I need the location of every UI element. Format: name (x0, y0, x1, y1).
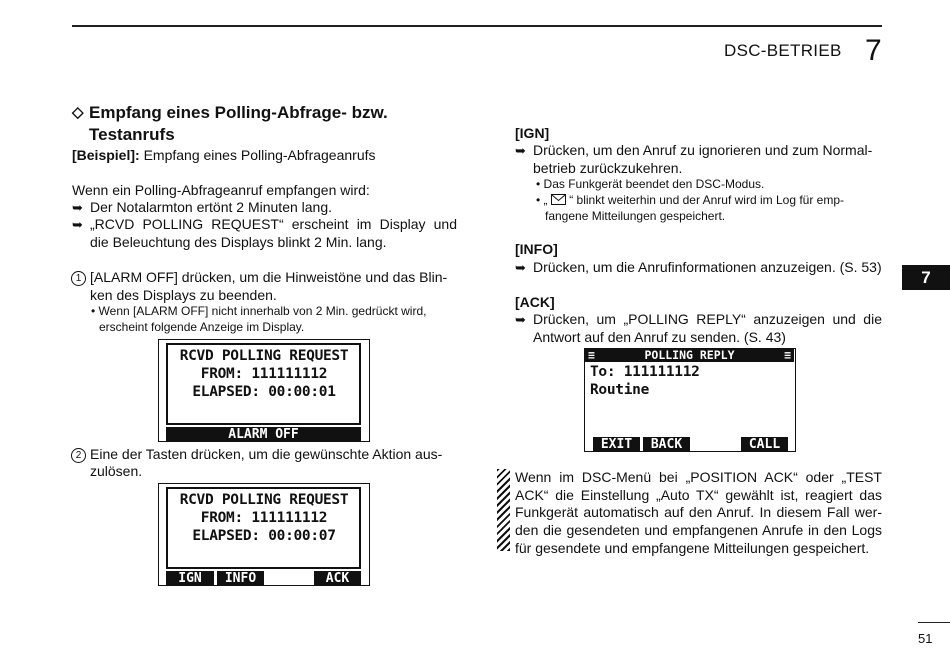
bullet-display: „RCVD POLLING REQUEST“ erscheint im Display und (90, 216, 457, 232)
softkey-call[interactable]: CALL (741, 437, 788, 451)
softkey-ack[interactable]: ACK (314, 571, 361, 585)
lcd-line-elapsed: ELAPSED: 00:00:07 (192, 528, 336, 544)
ign-note-1: • Das Funkgerät beendet den DSC-Modus. (536, 177, 765, 191)
example-text: Empfang eines Polling-Abfrageanrufs (139, 147, 376, 163)
softkey-exit[interactable]: EXIT (593, 437, 640, 451)
note-marker (497, 469, 510, 551)
arrow-icon: ➥ (72, 217, 83, 232)
section-heading: Empfang eines Polling-Abfrage- bzw. (89, 103, 388, 122)
step1-text-cont: ken des Displays zu beenden. (90, 287, 277, 303)
ign-note-2-cont: fangene Mitteilungen gespeichert. (545, 209, 726, 223)
ign-note-2: • „ “ blinkt weiterhin und der Anruf wird im Log für emp- (536, 193, 845, 207)
envelope-icon (551, 194, 566, 205)
lcd-line-from: FROM: 111111112 (200, 510, 328, 526)
lcd-line-request: RCVD POLLING REQUEST (179, 348, 349, 364)
softkey-ign[interactable]: IGN (166, 571, 214, 585)
step1-marker: 1 (71, 268, 86, 286)
step2-marker: 2 (71, 445, 86, 463)
step2-text-cont: zulösen. (90, 463, 143, 479)
menu-icon: ≡ (588, 348, 595, 362)
step1-note: • Wenn [ALARM OFF] nicht innerhalb von 2 Min. gedrückt wird, (91, 304, 427, 318)
page-number: 51 (918, 631, 933, 646)
ack-heading: [ACK] (515, 294, 555, 310)
info-text: Drücken, um die Anrufinformationen anzuzeigen. (S. 53) (533, 259, 882, 275)
lcd-line-request: RCVD POLLING REQUEST (179, 492, 349, 508)
example-label: [Beispiel]: (72, 147, 140, 163)
note-text-3: Funkgerät automatisch auf den Anruf. In diesem Fall wer- (515, 504, 882, 520)
diamond-icon: ◇ (72, 104, 84, 121)
intro-text: Wenn ein Polling-Abfrageanruf empfangen wird: (72, 182, 370, 198)
section-heading-cont: Testanrufs (89, 125, 175, 144)
lcd-line-to: To: 111111112 (590, 364, 700, 380)
softkey-alarm-off[interactable]: ALARM OFF (166, 427, 361, 441)
softkey-info[interactable]: INFO (217, 571, 264, 585)
lcd-alarm-display (158, 339, 370, 442)
softkey-back[interactable]: BACK (643, 437, 690, 451)
step1-note-cont: erscheint folgende Anzeige im Display. (99, 320, 305, 334)
menu-icon: ≡ (784, 348, 791, 362)
lcd-title-bar: ≡ POLLING REPLY ≡ (585, 349, 794, 362)
arrow-icon: ➥ (515, 312, 526, 327)
lcd-line-from: FROM: 111111112 (200, 366, 328, 382)
note-text-1: Wenn im DSC-Menü bei „POSITION ACK“ oder „TEST (515, 469, 882, 485)
info-heading: [INFO] (515, 241, 558, 257)
lcd-request-display (158, 483, 370, 586)
chapter-tab: 7 (902, 265, 950, 290)
ign-heading: [IGN] (515, 125, 550, 141)
arrow-icon: ➥ (515, 143, 526, 158)
lcd-line-elapsed: ELAPSED: 00:00:01 (192, 384, 336, 400)
ack-text: Drücken, um „POLLING REPLY“ anzuzeigen und die (533, 311, 882, 327)
chapter-number: 7 (865, 34, 882, 67)
header-rule (72, 25, 882, 27)
step2-text: Eine der Tasten drücken, um die gewünschte Aktion aus- (90, 446, 443, 462)
arrow-icon: ➥ (515, 260, 526, 275)
bullet-display-cont: die Beleuchtung des Displays blinkt 2 Min. lang. (90, 234, 387, 250)
ack-text-cont: Antwort auf den Anruf zu senden. (S. 43) (533, 329, 786, 345)
footer-rule (918, 622, 950, 623)
ign-text: Drücken, um den Anruf zu ignorieren und zum Normal- (533, 142, 873, 158)
note-text-5: für gesendete und empfangene Mitteilungen gespeichert. (515, 540, 870, 556)
bullet-alarm: Der Notalarmton ertönt 2 Minuten lang. (90, 199, 333, 215)
note-text-4: den die gesendeten und empfangenen Anrufe in den Logs (515, 522, 882, 538)
step1-text: [ALARM OFF] drücken, um die Hinweistöne und das Blin- (90, 269, 448, 285)
example-line (72, 146, 376, 164)
lcd-line-routine: Routine (590, 382, 650, 398)
note-text-2: ACK“ die Einstellung „Auto TX“ gewählt ist, reagiert das (515, 487, 882, 503)
header-title: DSC-BETRIEB (724, 41, 842, 60)
ign-text-cont: betrieb zurückzukehren. (533, 160, 683, 176)
arrow-icon: ➥ (72, 200, 83, 215)
lcd-polling-reply (584, 348, 796, 452)
